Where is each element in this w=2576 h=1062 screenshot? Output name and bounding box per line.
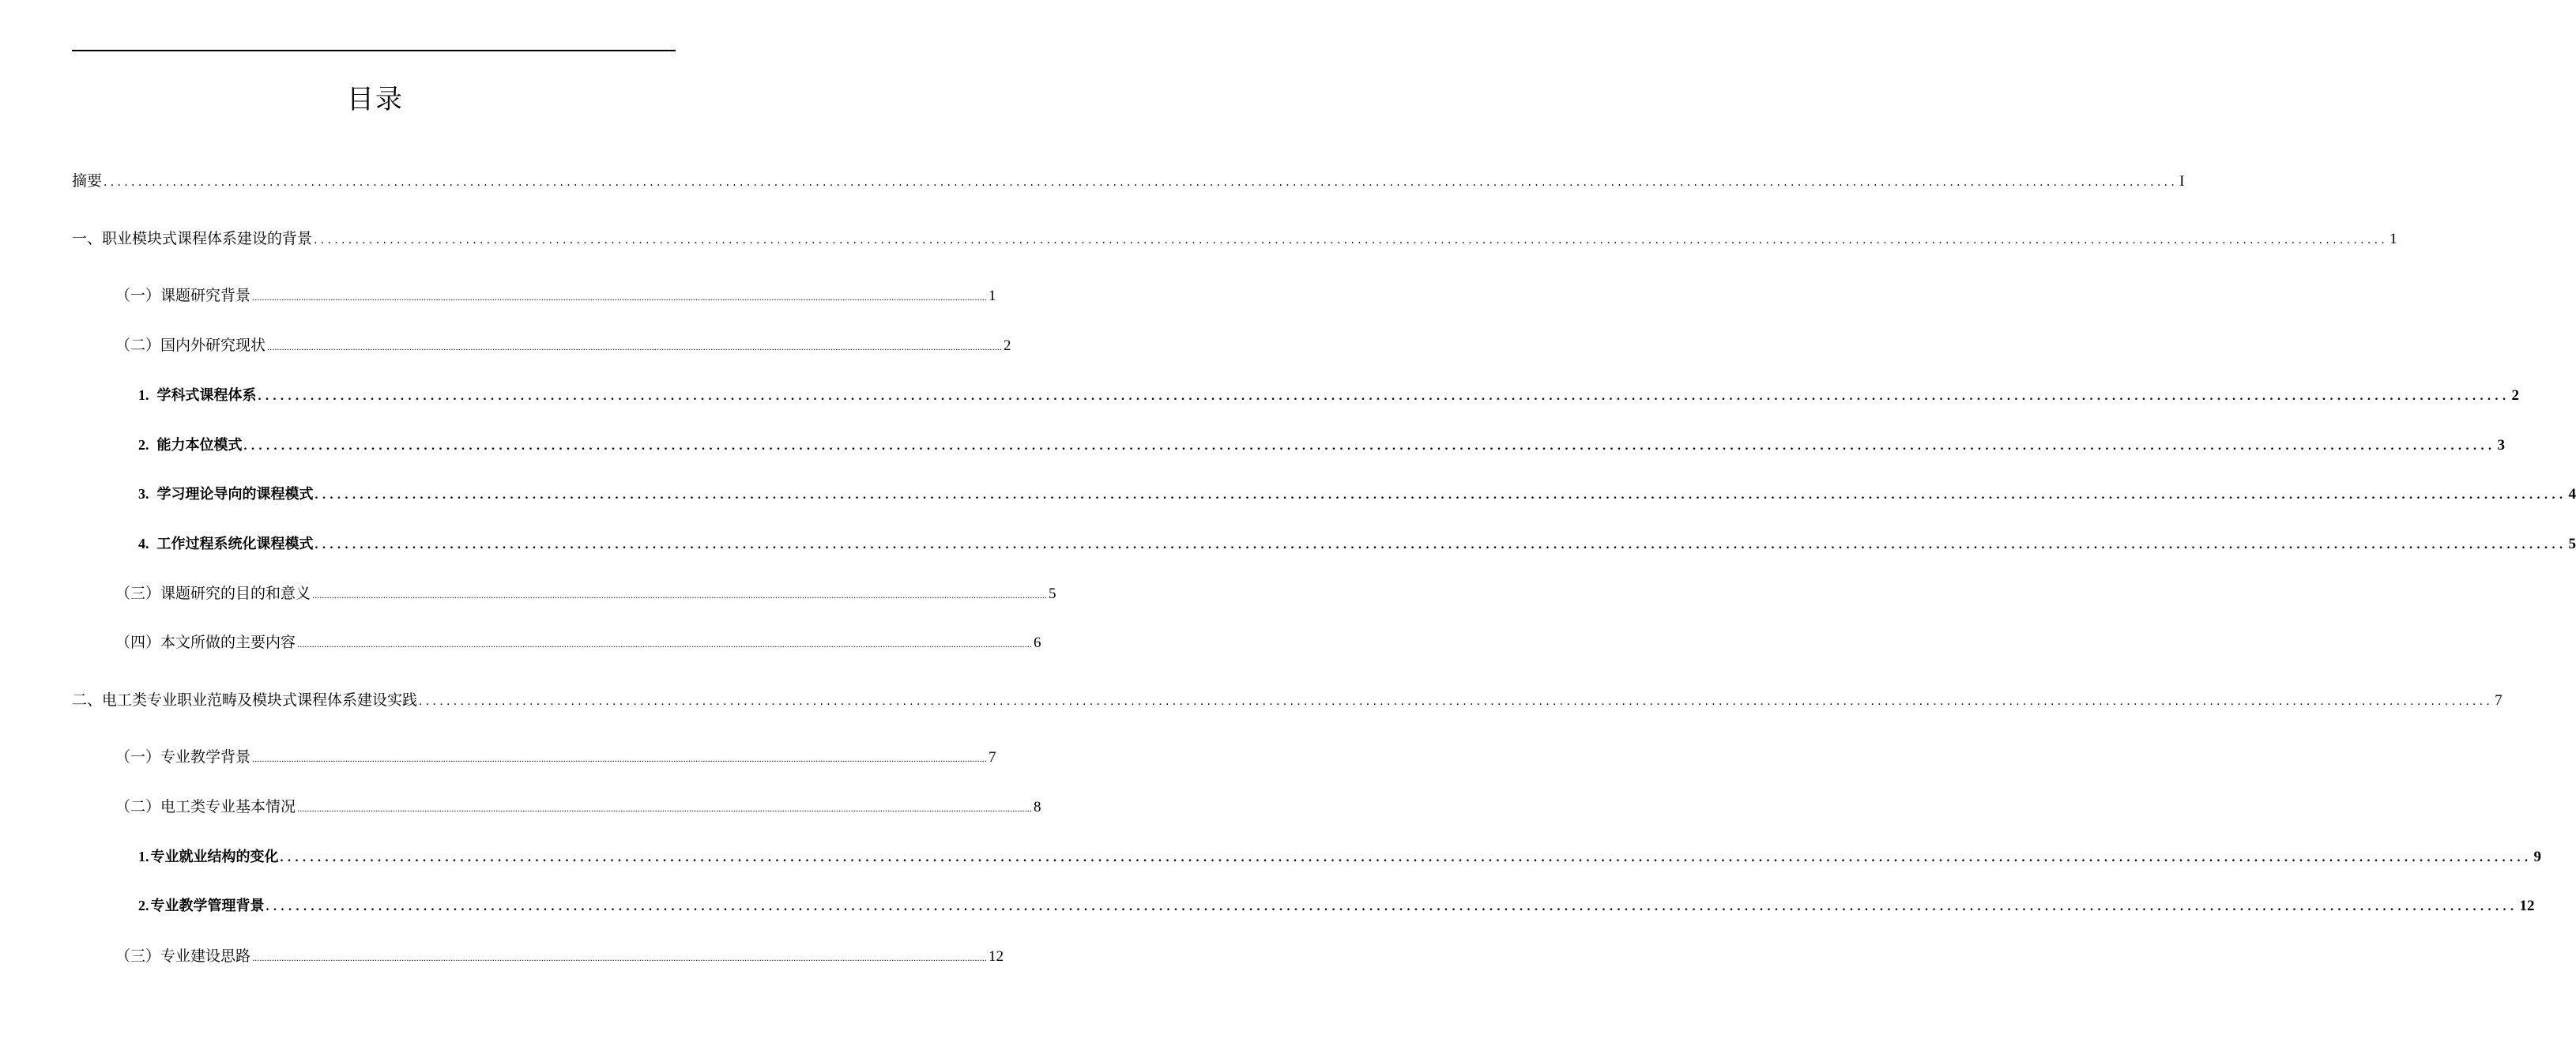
toc-entry-number: 1. <box>138 849 149 864</box>
toc-page-number: 8 <box>1034 799 1041 815</box>
toc-entry[interactable] <box>115 333 1011 355</box>
toc-entry-label: 专业就业结构的变化 <box>150 849 279 865</box>
toc-entry-number: 4. <box>138 536 149 552</box>
toc-entry-text: （一）课题研究背景 <box>115 287 251 304</box>
toc-page-number: 2 <box>1004 337 1011 354</box>
toc-entry[interactable] <box>138 533 2576 553</box>
toc-entry[interactable] <box>138 384 2519 405</box>
toc-entry[interactable] <box>115 944 1004 966</box>
toc-leader: ............................................................................................................................................................................................................................................................................................................ <box>312 589 1048 601</box>
toc-page-number: 5 <box>2568 536 2576 552</box>
toc-leader: ............................................................................................................................................................................................................................................................................................................ <box>419 695 2494 708</box>
toc-leader: ............................................................................................................................................................................................................................................................................................................ <box>314 538 2567 552</box>
toc-entry-text: 一、职业模块式课程体系建设的背景 <box>72 230 313 247</box>
toc-leader: ............................................................................................................................................................................................................................................................................................................ <box>297 638 1033 650</box>
toc-leader: ............................................................................................................................................................................................................................................................................................................ <box>252 952 988 963</box>
toc-entry-number: 3. <box>138 486 149 502</box>
toc-entry[interactable] <box>138 845 2541 866</box>
toc-entry-number: 2. <box>138 437 149 453</box>
toc-entry-text <box>138 483 314 503</box>
toc-entry-text <box>138 894 265 915</box>
toc-page-number: 9 <box>2533 849 2541 865</box>
toc-entry-label: 学科式课程体系 <box>156 387 257 404</box>
toc-entry-text <box>138 434 243 454</box>
toc-leader: ............................................................................................................................................................................................................................................................................................................ <box>252 292 988 303</box>
toc-entry-text <box>138 384 257 405</box>
toc-entry-text: （一）专业教学背景 <box>115 748 251 766</box>
toc-page-number: 12 <box>989 948 1004 965</box>
toc-entry-label: 学习理论导向的课程模式 <box>156 486 314 503</box>
toc-entry[interactable] <box>72 227 2397 248</box>
toc-page-number: 1 <box>2390 231 2397 247</box>
toc-leader: ............................................................................................................................................................................................................................................................................................................ <box>314 234 2389 247</box>
toc-entry-text: （二）国内外研究现状 <box>115 337 266 354</box>
toc-entry[interactable] <box>115 795 1041 816</box>
toc-entry-text: （三）课题研究的目的和意义 <box>115 585 311 602</box>
toc-entry[interactable] <box>138 894 2535 915</box>
toc-entry-text <box>138 533 314 553</box>
toc-page-number: 3 <box>2497 437 2505 454</box>
page-title: 目录 <box>347 84 404 115</box>
toc-entry-number: 2. <box>138 898 149 913</box>
toc-entry-number: 1. <box>138 387 149 403</box>
toc-page-number: 5 <box>1049 586 1056 602</box>
toc-entry-text: （三）专业建设思路 <box>115 947 251 965</box>
toc-entry[interactable] <box>138 483 2576 503</box>
toc-page-number: 2 <box>2511 387 2519 404</box>
toc-leader: ............................................................................................................................................................................................................................................................................................................ <box>297 803 1033 814</box>
toc-entry[interactable] <box>72 169 2185 190</box>
toc-page-number: 12 <box>2519 898 2535 914</box>
toc-page-number: 7 <box>989 749 996 766</box>
toc-entry-text: 二、电工类专业职业范畴及模块式课程体系建设实践 <box>72 691 418 709</box>
toc-entry[interactable] <box>115 631 1041 652</box>
toc-entry-label: 专业教学管理背景 <box>150 898 265 914</box>
toc-entry-text: （四）本文所做的主要内容 <box>115 634 296 651</box>
toc-entry-label: 能力本位模式 <box>156 437 243 454</box>
toc-page-number: 6 <box>1034 635 1041 651</box>
toc-leader: ............................................................................................................................................................................................................................................................................................................ <box>258 390 2510 403</box>
toc-leader: ............................................................................................................................................................................................................................................................................................................ <box>104 176 2179 189</box>
toc-entry[interactable] <box>115 582 1056 603</box>
toc-leader: ............................................................................................................................................................................................................................................................................................................ <box>280 851 2533 864</box>
toc-entry-text: 摘要 <box>72 172 103 190</box>
toc-leader: ............................................................................................................................................................................................................................................................................................................ <box>266 900 2518 913</box>
toc-page-number: 1 <box>989 288 996 304</box>
header-rule <box>72 50 676 51</box>
toc-entry[interactable] <box>72 688 2503 710</box>
toc-page-number: I <box>2179 173 2185 190</box>
toc-page-number: 4 <box>2568 486 2576 503</box>
toc-entry[interactable] <box>115 745 996 766</box>
toc-leader: ............................................................................................................................................................................................................................................................................................................ <box>252 753 988 764</box>
toc-entry[interactable] <box>115 284 996 305</box>
toc-entry-text <box>138 845 279 866</box>
toc-leader: ............................................................................................................................................................................................................................................................................................................ <box>267 341 1003 352</box>
toc-page-number: 7 <box>2495 692 2503 709</box>
toc-entry-label: 工作过程系统化课程模式 <box>156 536 314 552</box>
toc-entry-text: （二）电工类专业基本情况 <box>115 798 296 815</box>
toc-leader: ............................................................................................................................................................................................................................................................................................................ <box>243 439 2496 453</box>
toc-entry[interactable] <box>138 434 2505 454</box>
toc-leader: ............................................................................................................................................................................................................................................................................................................ <box>314 488 2567 502</box>
